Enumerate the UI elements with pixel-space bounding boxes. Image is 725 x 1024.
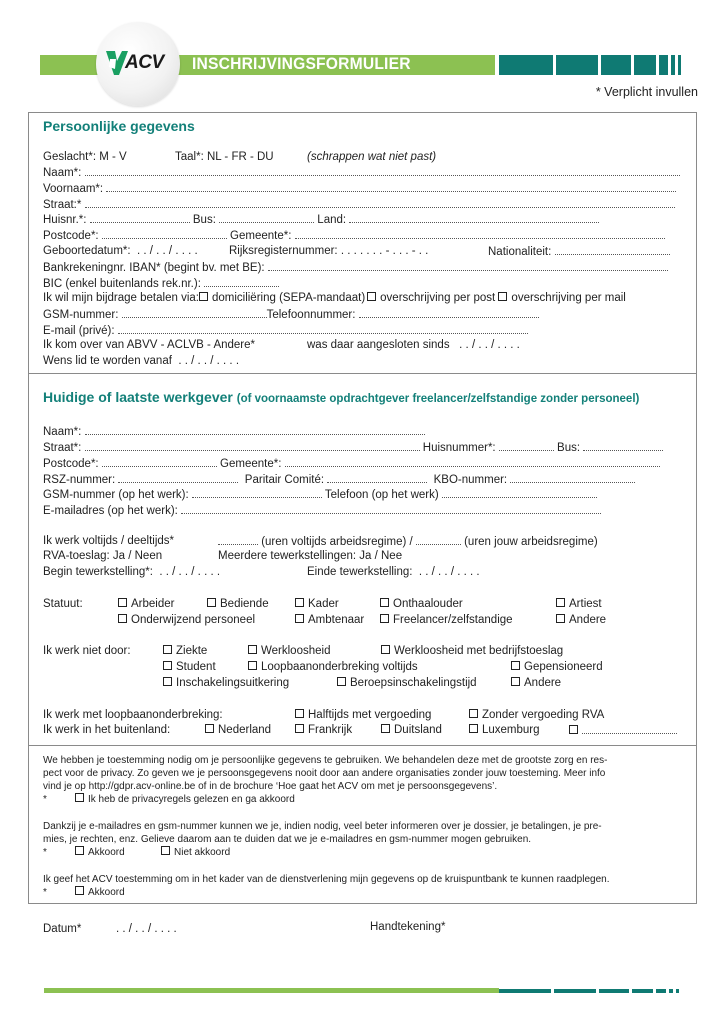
iban-input[interactable] <box>268 260 668 271</box>
privacy-text: We hebben je toestemming nodig om je persoonlijke gegevens te gebruiken. We behandelen deze met de grootste zorg en res- <box>43 755 608 766</box>
contact-agree-label: Akkoord <box>88 847 125 858</box>
phone-work-input[interactable] <box>442 487 597 498</box>
header-teal-block <box>634 55 656 75</box>
end-label: Einde tewerkstelling: <box>307 566 413 578</box>
country-input[interactable] <box>349 212 599 223</box>
end-input[interactable]: . . / . . / . . . . <box>418 566 480 578</box>
employer-section-title <box>43 389 639 405</box>
privacy-text: vind je op http://gdpr.acv-online.be of in de brochure ‘Hoe gaat het ACV om met je persoonsgegevens’. <box>43 781 498 792</box>
header-teal-block <box>671 55 675 75</box>
kbank-agree-label: Akkoord <box>88 887 125 898</box>
footer-green-bar <box>44 988 499 993</box>
not-working-option: Loopbaanonderbreking voltijds <box>261 661 418 673</box>
status-checkbox[interactable] <box>207 598 216 607</box>
abroad-checkbox[interactable] <box>295 724 304 733</box>
abroad-checkbox-other[interactable] <box>569 725 578 734</box>
not-working-option: Student <box>176 661 216 673</box>
member-since-label: was daar aangesloten sinds <box>307 339 450 351</box>
not-working-option: Werkloosheid met bedrijfstoeslag <box>394 645 564 657</box>
personal-section-title: Persoonlijke gegevens <box>43 118 195 134</box>
rrn-input[interactable]: . . . . . . . - . . . - . . <box>340 245 429 257</box>
employer-name-input[interactable] <box>85 424 425 435</box>
pc-label: Paritair Comité: <box>244 474 325 486</box>
not-working-option: Werkloosheid <box>261 645 331 657</box>
first-name-input[interactable] <box>106 181 676 192</box>
not-working-checkbox[interactable] <box>163 677 172 686</box>
footer-teal-block <box>676 989 679 993</box>
status-label: Statuut: <box>43 598 83 610</box>
hours-own-label: (uren jouw arbeidsregime) <box>464 536 598 548</box>
date-label: Datum* <box>43 923 82 935</box>
privacy-check-label: Ik heb de privacyregels gelezen en ga akkoord <box>88 794 295 805</box>
hours-full-input[interactable] <box>218 534 258 545</box>
phone-label: Telefoonnummer: <box>266 309 356 321</box>
contact-text: Dankzij je e-mailadres en gsm-nummer kunnen we je, indien nodig, veel beter informeren over je dossier, je betalingen, je pre- <box>43 821 602 832</box>
career-break-checkbox[interactable] <box>469 709 478 718</box>
privacy-text: pect voor de privacy. Zo geven we je persoonsgegevens nooit door aan andere organisaties zonder jouw toesteming. Meer info <box>43 768 606 779</box>
employer-postcode-label: Postcode*: <box>43 458 99 470</box>
payment-checkbox-domiciliation[interactable] <box>199 292 208 301</box>
work-time-field[interactable]: Ik werk voltijds / deeltijds* <box>43 535 175 547</box>
gsm-work-label: GSM-nummer (op het werk): <box>43 489 189 501</box>
status-option: Freelancer/zelfstandige <box>393 614 513 626</box>
not-working-checkbox[interactable] <box>248 645 257 654</box>
abroad-option: Frankrijk <box>308 724 353 736</box>
employer-house-nr-label: Huisnummer*: <box>422 442 496 454</box>
hours-own-input[interactable] <box>416 534 461 545</box>
employer-bus-input[interactable] <box>583 440 663 451</box>
not-working-option: Inschakelingsuitkering <box>176 677 290 689</box>
hours-full-label: (uren voltijds arbeidsregime) / <box>261 536 413 548</box>
not-working-checkbox[interactable] <box>511 677 520 686</box>
employer-postcode-input[interactable] <box>102 456 217 467</box>
language-field[interactable]: Taal*: NL - FR - DU <box>175 151 274 163</box>
not-working-checkbox[interactable] <box>381 645 390 654</box>
footer-teal-block <box>656 989 666 993</box>
kbo-label: KBO-nummer: <box>433 474 508 486</box>
multiple-jobs-field[interactable]: Meerdere tewerkstellingen: Ja / Nee <box>218 550 403 562</box>
email-work-input[interactable] <box>181 503 601 514</box>
gsm-input[interactable] <box>122 307 267 318</box>
career-break-label: Ik werk met loopbaanonderbreking: <box>43 709 223 721</box>
not-working-option: Andere <box>524 677 562 689</box>
status-checkbox[interactable] <box>556 614 565 623</box>
header-teal-block <box>556 55 598 75</box>
country-label: Land: <box>317 214 347 226</box>
abroad-other-input[interactable] <box>582 723 677 734</box>
postcode-label: Postcode*: <box>43 230 99 242</box>
phone-input[interactable] <box>359 307 539 318</box>
privacy-checkbox[interactable] <box>75 793 84 802</box>
header-teal-block <box>601 55 631 75</box>
abroad-checkbox[interactable] <box>205 724 214 733</box>
postcode-input[interactable] <box>102 228 227 239</box>
status-checkbox[interactable] <box>118 598 127 607</box>
name-label: Naam*: <box>43 167 82 179</box>
not-working-checkbox[interactable] <box>337 677 346 686</box>
bus-input[interactable] <box>219 212 314 223</box>
nationality-input[interactable] <box>555 244 670 255</box>
gsm-work-input[interactable] <box>192 487 322 498</box>
bic-label: BIC (enkel buitenlands rek.nr.): <box>43 278 201 290</box>
gender-field[interactable]: Geslacht*: M - V <box>43 151 127 163</box>
payment-checkbox-mail[interactable] <box>498 292 507 301</box>
contact-disagree-label: Niet akkoord <box>174 847 231 858</box>
nationality-label: Nationaliteit: <box>488 246 552 258</box>
status-checkbox[interactable] <box>118 614 127 623</box>
abroad-option: Nederland <box>218 724 272 736</box>
phone-work-label: Telefoon (op het werk) <box>324 489 439 501</box>
employer-name-label: Naam*: <box>43 426 82 438</box>
bic-input[interactable] <box>204 276 279 287</box>
abroad-option: Duitsland <box>394 724 442 736</box>
footer-teal-block <box>632 989 653 993</box>
not-working-option: Gepensioneerd <box>524 661 603 673</box>
footer-teal-block <box>554 989 596 993</box>
iban-label: Bankrekeningnr. IBAN* (begint bv. met BE): <box>43 262 265 274</box>
birthdate-label: Geboortedatum*: <box>43 245 131 257</box>
house-nr-input[interactable] <box>90 212 190 223</box>
rva-field[interactable]: RVA-toeslag: Ja / Neen <box>43 550 163 562</box>
start-input[interactable]: . . / . . / . . . . <box>159 566 221 578</box>
career-break-option: Zonder vergoeding RVA <box>482 709 605 721</box>
birthdate-input[interactable]: . . / . . / . . . . <box>136 245 198 257</box>
employer-subtitle: (of voornaamste opdrachtgever freelancer/zelfstandige zonder personeel) <box>236 393 640 405</box>
footer-teal-block <box>599 989 629 993</box>
required-asterisk: * <box>43 794 47 805</box>
gsm-label: GSM-nummer: <box>43 309 119 321</box>
status-option: Ambtenaar <box>308 614 365 626</box>
signature-area[interactable] <box>370 935 690 980</box>
status-checkbox[interactable] <box>295 614 304 623</box>
not-working-option: Beroepsinschakelingstijd <box>350 677 477 689</box>
first-name-label: Voornaam*: <box>43 183 104 195</box>
career-break-option: Halftijds met vergoeding <box>308 709 432 721</box>
abroad-checkbox[interactable] <box>469 724 478 733</box>
signature-label: Handtekening* <box>370 921 446 933</box>
wish-member-label: Wens lid te worden vanaf <box>43 355 172 367</box>
email-work-label: E-mailadres (op het werk): <box>43 505 178 517</box>
required-note: * Verplicht invullen <box>595 85 698 99</box>
wish-member-input[interactable]: . . / . . / . . . . <box>178 355 240 367</box>
employer-street-label: Straat*: <box>43 442 82 454</box>
status-checkbox[interactable] <box>556 598 565 607</box>
required-asterisk: * <box>43 887 47 898</box>
employer-title: Huidige of laatste werkgever <box>43 389 233 405</box>
payment-option-domiciliation: domiciliëring (SEPA-mandaat) <box>211 292 366 304</box>
status-checkbox[interactable] <box>380 598 389 607</box>
acv-logo-text: ACV <box>125 52 164 73</box>
not-working-option: Ziekte <box>176 645 208 657</box>
rrn-label: Rijksregisternummer: <box>229 245 338 257</box>
kbank-text: Ik geef het ACV toestemming om in het kader van de dienstverlening mijn gegevens op de kruispuntbank te kunnen raadplegen. <box>43 874 610 885</box>
status-option: Onderwijzend personeel <box>131 614 256 626</box>
rsz-input[interactable] <box>118 472 238 483</box>
status-option: Onthaalouder <box>393 598 463 610</box>
payment-option-mail: overschrijving per mail <box>511 292 626 304</box>
street-input[interactable] <box>85 197 675 208</box>
contact-disagree-checkbox[interactable] <box>161 846 170 855</box>
municipality-label: Gemeente*: <box>230 230 292 242</box>
payment-option-post: overschrijving per post <box>380 292 496 304</box>
employer-street-input[interactable] <box>85 440 420 451</box>
kbank-agree-checkbox[interactable] <box>75 886 84 895</box>
email-input[interactable] <box>118 323 528 334</box>
not-working-checkbox[interactable] <box>511 661 520 670</box>
date-input[interactable]: . . / . . / . . . . <box>116 923 177 935</box>
status-checkbox[interactable] <box>295 598 304 607</box>
strike-note: (schrappen wat niet past) <box>307 151 437 163</box>
pc-input[interactable] <box>327 472 427 483</box>
career-break-checkbox[interactable] <box>295 709 304 718</box>
status-option: Artiest <box>569 598 602 610</box>
not-working-checkbox[interactable] <box>163 645 172 654</box>
abroad-option: Luxemburg <box>482 724 540 736</box>
header-teal-block <box>659 55 668 75</box>
employer-bus-label: Bus: <box>557 442 581 454</box>
member-since-input[interactable]: . . / . . / . . . . <box>459 339 520 351</box>
status-option: Arbeider <box>131 598 175 610</box>
rsz-label: RSZ-nummer: <box>43 474 116 486</box>
status-option: Kader <box>308 598 339 610</box>
employer-municipality-input[interactable] <box>285 456 660 467</box>
employer-municipality-label: Gemeente*: <box>220 458 282 470</box>
footer-teal-block <box>499 989 551 993</box>
house-nr-label: Huisnr.*: <box>43 214 87 226</box>
status-option: Andere <box>569 614 607 626</box>
municipality-input[interactable] <box>295 228 665 239</box>
status-checkbox[interactable] <box>380 614 389 623</box>
email-label: E-mail (privé): <box>43 325 115 337</box>
contact-agree-checkbox[interactable] <box>75 846 84 855</box>
name-input[interactable] <box>85 165 680 176</box>
street-label: Straat:* <box>43 199 82 211</box>
not-working-checkbox[interactable] <box>248 661 257 670</box>
abroad-label: Ik werk in het buitenland: <box>43 724 171 736</box>
payment-label: Ik wil mijn bijdrage betalen via: <box>43 292 199 304</box>
footer-teal-block <box>669 989 673 993</box>
header-teal-block <box>499 55 553 75</box>
start-label: Begin tewerkstelling*: <box>43 566 153 578</box>
transfer-from-field[interactable]: Ik kom over van ABVV - ACLVB - Andere* <box>43 339 255 351</box>
form-title: INSCHRIJVINGSFORMULIER <box>192 54 411 73</box>
not-working-checkbox[interactable] <box>163 661 172 670</box>
header-teal-block <box>678 55 681 75</box>
required-asterisk: * <box>43 847 47 858</box>
bus-label: Bus: <box>192 214 216 226</box>
not-working-label: Ik werk niet door: <box>43 645 131 657</box>
status-option: Bediende <box>220 598 269 610</box>
abroad-checkbox[interactable] <box>381 724 390 733</box>
kbo-input[interactable] <box>510 472 635 483</box>
contact-text: mies, je rechten, enz. Gelieve daarom aan te duiden dat we je e-mailadres en gsm-nummer mogen gebruiken. <box>43 834 532 845</box>
payment-checkbox-post[interactable] <box>367 292 376 301</box>
employer-house-nr-input[interactable] <box>499 440 554 451</box>
